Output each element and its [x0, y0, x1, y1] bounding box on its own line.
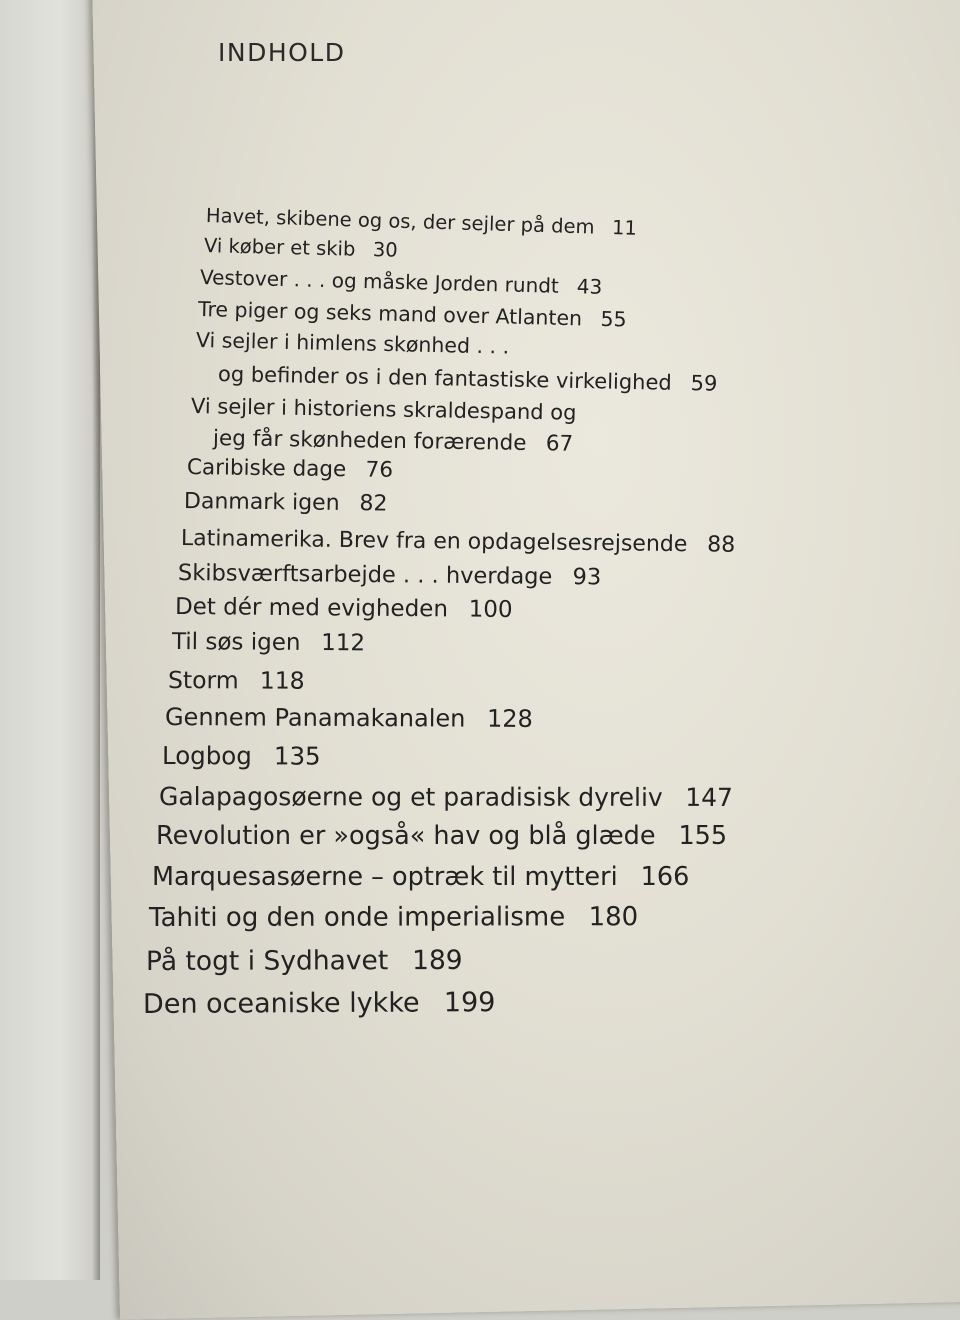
adjacent-page-edge — [0, 0, 100, 1280]
toc-entry-page: 76 — [365, 457, 393, 482]
toc-entry-title: Caribiske dage — [187, 455, 347, 482]
toc-entry — [175, 594, 513, 623]
toc-entry-title: På togt i Sydhavet — [146, 945, 388, 977]
toc-entry-page: 55 — [600, 307, 627, 332]
toc-entry — [165, 703, 533, 733]
toc-entry-page: 43 — [577, 274, 603, 299]
toc-entry — [184, 489, 388, 516]
toc-entry-page: 128 — [487, 705, 533, 733]
toc-entry-title: Vi sejler i himlens skønhed . . . — [196, 328, 510, 359]
toc-entry-title: Marquesasøerne – optræk til mytteri — [152, 862, 618, 892]
toc-entry-title: Skibsværftsarbejde . . . hverdage — [178, 560, 553, 590]
toc-entry-title: Storm — [168, 666, 239, 694]
toc-entry-title: Galapagosøerne og et paradisisk dyreliv — [159, 782, 663, 812]
toc-entry — [156, 821, 727, 851]
toc-entry-title: Tahiti og den onde imperialisme — [149, 902, 565, 933]
toc-entry — [172, 629, 365, 656]
toc-entry-page: 180 — [589, 902, 639, 932]
toc-entry-page: 88 — [707, 532, 735, 557]
toc-entry-title: Til søs igen — [172, 629, 301, 656]
toc-entry-title: Logbog — [162, 741, 252, 770]
toc-entry-page: 118 — [260, 666, 305, 694]
toc-entry — [146, 945, 463, 977]
toc-entry — [162, 741, 321, 771]
toc-entry — [143, 987, 496, 1020]
toc-entry-page: 199 — [444, 987, 496, 1018]
toc-entry-page: 93 — [572, 564, 601, 590]
toc-entry-title: Gennem Panamakanalen — [165, 703, 466, 733]
toc-entry-page: 67 — [546, 431, 574, 456]
toc-entry-page: 135 — [274, 741, 321, 770]
toc-entry — [159, 782, 733, 812]
toc-entry — [187, 455, 393, 483]
toc-entry — [204, 234, 398, 262]
toc-entry-title: Vi køber et skib — [204, 234, 356, 261]
toc-entry-page: 59 — [690, 371, 717, 396]
toc-entry — [168, 666, 305, 695]
toc-entry-page: 100 — [469, 597, 513, 623]
toc-entry-title: Det dér med evigheden — [175, 594, 448, 622]
toc-entry-title: Revolution er »også« hav og blå glæde — [156, 821, 656, 851]
toc-entry-page: 189 — [412, 945, 463, 976]
toc-entry-page: 11 — [612, 216, 637, 240]
toc-entry-title: Tre piger og seks mand over Atlanten — [198, 297, 583, 330]
toc-entry-title: Latinamerika. Brev fra en opdagelsesrejsende — [181, 526, 688, 557]
toc-entry-title: Vestover . . . og måske Jorden rundt — [200, 265, 559, 298]
toc-entry-title: Vi sejler i historiens skraldespand og — [191, 394, 577, 425]
toc-entry-page: 166 — [641, 862, 690, 892]
page-title: INDHOLD — [218, 38, 345, 67]
toc-entry-page: 147 — [685, 783, 733, 812]
toc-entry-title: Danmark igen — [184, 489, 340, 516]
toc-entry — [152, 862, 689, 892]
toc-entry-page: 112 — [321, 630, 365, 656]
toc-entry-page: 82 — [359, 491, 387, 516]
toc-entry — [149, 902, 638, 933]
book-page — [92, 0, 960, 1320]
toc-entry-title: Den oceaniske lykke — [143, 988, 420, 1020]
toc-entry-title: Havet, skibene og os, der sejler på dem — [206, 204, 595, 239]
toc-entry-title: jeg får skønheden forærende — [213, 426, 527, 456]
toc-entry-title: og befinder os i den fantastiske virkelighed — [218, 362, 672, 395]
toc-entry-page: 155 — [678, 821, 727, 851]
toc-entry — [178, 560, 602, 590]
toc-entry-page: 30 — [373, 238, 398, 262]
